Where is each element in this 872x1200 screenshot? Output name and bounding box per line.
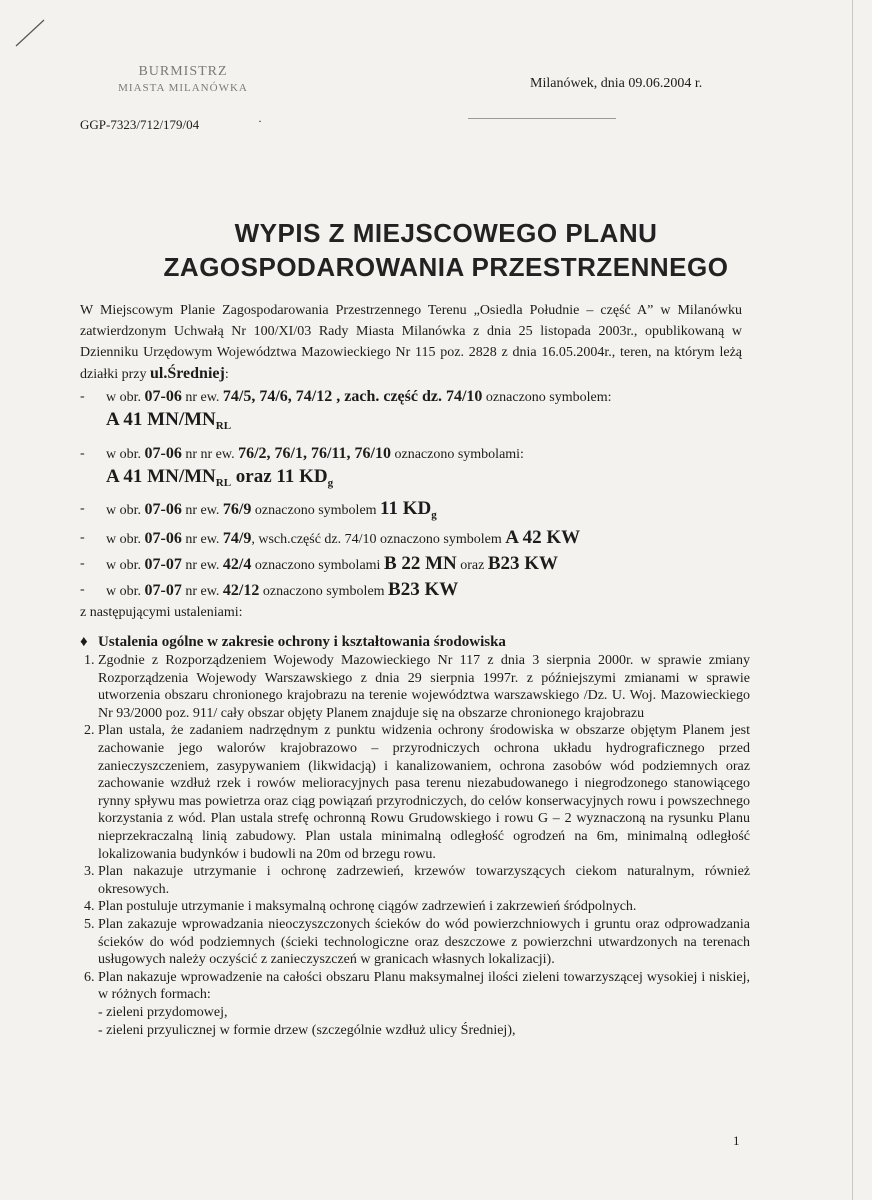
item-symbol-sub: g xyxy=(431,508,437,521)
item-symbol-2-sub: g xyxy=(327,476,334,489)
section-point: 5. Plan zakazuje wprowadzania nieoczyszczonych ścieków do wód powierzchniowych i gruntu oraz odprowadzania ścieków do wód podziemnych (ścieki technologiczne oraz deszczowe z powierzchni utwardzonych na terenach usługowych należy oczyścić z zanieczyszczeń w granicach własnych lokalizacji). xyxy=(98,916,750,969)
item-text: oznaczono symbolem xyxy=(251,502,381,518)
list-item xyxy=(80,386,760,437)
title-line2: ZAGOSPODAROWANIA PRZESTRZENNEGO xyxy=(163,252,729,282)
item-text: oznaczono symbolem xyxy=(259,584,389,600)
item-parcels: 42/12 xyxy=(222,582,260,600)
item-obr: 07-06 xyxy=(144,388,182,405)
list-item xyxy=(80,443,760,494)
item-obr: 07-06 xyxy=(144,500,182,518)
parcel-list xyxy=(80,386,760,623)
diamond-bullet-icon: ♦ xyxy=(80,634,88,650)
section-point: 4. Plan postuluje utrzymanie i maksymalną ochronę ciągów zadrzewień i zakrzewień śródpolnych. xyxy=(98,898,750,916)
item-parcels: 76/9 xyxy=(222,500,252,518)
item-text: nr ew. xyxy=(181,502,223,518)
scan-edge-line xyxy=(852,0,853,1200)
item-text: nr ew. xyxy=(181,532,223,548)
stray-dot: · xyxy=(258,114,262,128)
item-obr: 07-07 xyxy=(144,582,182,600)
item-dash: - xyxy=(80,530,85,546)
item-dash: - xyxy=(80,445,85,461)
section-subpoints xyxy=(98,1004,750,1040)
item-text: nr ew. xyxy=(181,558,223,574)
item-symbol: A 41 MN/MN xyxy=(106,465,216,487)
item-text: w obr. xyxy=(106,558,145,574)
section-subpoint: - zieleni przydomowej, xyxy=(98,1004,228,1020)
item-symbol-sub: RL xyxy=(215,419,232,432)
item-dash: - xyxy=(80,389,85,404)
section-point: 3. Plan nakazuje utrzymanie i ochronę zadrzewień, krzewów towarzyszących ciekom naturalnym, również okresowych. xyxy=(98,863,750,898)
item-symbol: A 42 KW xyxy=(505,527,581,549)
item-symbol-2: B23 KW xyxy=(487,553,559,575)
item-symbol-2: oraz 11 KD xyxy=(231,465,328,487)
section-point: 2. Plan ustala, że zadaniem nadrzędnym z punktu widzenia ochrony środowiska w obszarze objętym Planem jest zachowanie jego walorów krajobrazowo – przyrodniczych ochrona układu hydrograficznego przed zanieczyszczeniem, zasypywaniem (likwidacją) i kanalizowaniem, ochrona zasobów wód podziemnych oraz zachowanie wzdłuż rzek i rowów melioracyjnych pasa terenu niezabudowanego i niegrodzonego stanowiącego rynny spływu mas powietrza oraz ciąg powiązań przyrodniczych, do celów konserwacyjnych rowu i powszechnego korzystania z wód. Plan ustala strefę ochronną Rowu Grudowskiego i rowu G – 2 wyznaczoną na rysunku Planu nieprzekraczalną linią zabudowy. Plan ustala minimalną odległość ogrodzeń na 6m, minimalną odległość lokalizowania budynków i budowli na 20m od brzegu rowu. xyxy=(98,722,750,863)
section-heading xyxy=(80,632,750,652)
intro-text: W Miejscowym Planie Zagospodarowania Przestrzennego Terenu „Osiedla Południe – część A” w Milanówku zatwierdzonym Uchwałą Nr 100/XI/03 Rady Miasta Milanówka z dnia 25 listopada 2003r., opublikowaną w Dzienniku Urzędowym Województwa Mazowieckiego Nr 115 poz. 2828 z dnia 16.05.2004r., teren, na którym leżą działki przy xyxy=(80,303,742,382)
item-symbol: B 22 MN xyxy=(383,553,457,575)
item-text: nr ew. xyxy=(181,390,223,405)
item-text: oznaczono symbolem: xyxy=(482,390,612,405)
item-text: oraz xyxy=(456,558,488,574)
item-text: w obr. xyxy=(106,532,145,548)
intro-colon: : xyxy=(224,367,229,382)
item-parcels: 74/9 xyxy=(222,530,252,548)
item-parcels: 74/5, 74/6, 74/12 , zach. część dz. 74/10 xyxy=(222,388,483,405)
intro-paragraph xyxy=(80,300,742,385)
item-dash: - xyxy=(80,582,85,598)
item-symbol: A 41 MN/MN xyxy=(106,409,216,430)
section-point: 1. Zgodnie z Rozporządzeniem Wojewody Mazowieckiego Nr 117 z dnia 3 sierpnia 2000r. w sprawie zmiany Rozporządzenia Wojewody Warszawskiego z dnia 29 sierpnia 1997r. z późniejszymi zmianami w sprawie utworzenia obszaru chronionego krajobrazu na terenie województwa warszawskiego /Dz. U. Woj. Mazowieckiego Nr 93/2000 poz. 911/ cały obszar objęty Planem znajduje się na obszarze chronionego krajobrazu xyxy=(98,652,750,722)
pen-mark-icon xyxy=(14,18,46,48)
item-obr: 07-06 xyxy=(144,444,182,462)
list-item xyxy=(80,527,760,551)
item-dash: - xyxy=(80,500,85,516)
item-dash: - xyxy=(80,556,85,572)
list-item xyxy=(80,579,760,603)
item-text: oznaczono symbolami xyxy=(251,558,384,574)
issuer-stamp xyxy=(98,64,268,94)
list-item xyxy=(80,498,760,526)
list-closing-text: z następującymi ustaleniami: xyxy=(80,605,243,621)
section-subpoint: - zieleni przyulicznej w formie drzew (szczególnie wzdłuż ulicy Średniej), xyxy=(98,1022,516,1038)
title-line1: WYPIS Z MIEJSCOWEGO PLANU xyxy=(234,218,658,248)
signature-line xyxy=(468,118,616,119)
item-parcels: 76/2, 76/1, 76/11, 76/10 xyxy=(238,444,391,462)
page-number: 1 xyxy=(733,1133,740,1148)
item-parcels: 42/4 xyxy=(222,556,252,574)
document-date: Milanówek, dnia 09.06.2004 r. xyxy=(530,76,703,91)
section-points xyxy=(80,652,750,1040)
environment-section xyxy=(80,632,750,1040)
item-text: oznaczono symbolami: xyxy=(390,446,524,462)
item-text: nr ew. xyxy=(181,584,223,600)
item-text: w obr. xyxy=(106,446,145,462)
section-point xyxy=(98,969,750,1040)
list-item xyxy=(80,553,760,577)
item-obr: 07-07 xyxy=(144,556,182,574)
item-text: w obr. xyxy=(106,502,145,518)
intro-street: ul.Średniej xyxy=(149,365,225,382)
item-text: w obr. xyxy=(106,390,145,405)
section-heading-text: Ustalenia ogólne w zakresie ochrony i kształtowania środowiska xyxy=(98,634,506,650)
item-symbol: B23 KW xyxy=(388,579,459,601)
item-symbol-sub: RL xyxy=(215,476,232,489)
item-text: w obr. xyxy=(106,584,145,600)
stamp-line1: BURMISTRZ xyxy=(138,64,228,79)
item-text: nr nr ew. xyxy=(181,446,239,462)
item-symbol: 11 KD xyxy=(380,497,432,519)
item-text: , wsch.część dz. 74/10 oznaczono symbolem xyxy=(251,532,506,548)
item-obr: 07-06 xyxy=(144,530,182,548)
reference-number: GGP-7323/712/179/04 xyxy=(80,117,200,132)
document-title xyxy=(60,216,832,284)
stamp-line2: MIASTA MILANÓWKA xyxy=(118,82,248,94)
section-point-text: Plan nakazuje wprowadzenie na całości obszaru Planu maksymalnej ilości zieleni towarzyszącej wysokiej i niskiej, w różnych formach: xyxy=(98,969,750,1003)
